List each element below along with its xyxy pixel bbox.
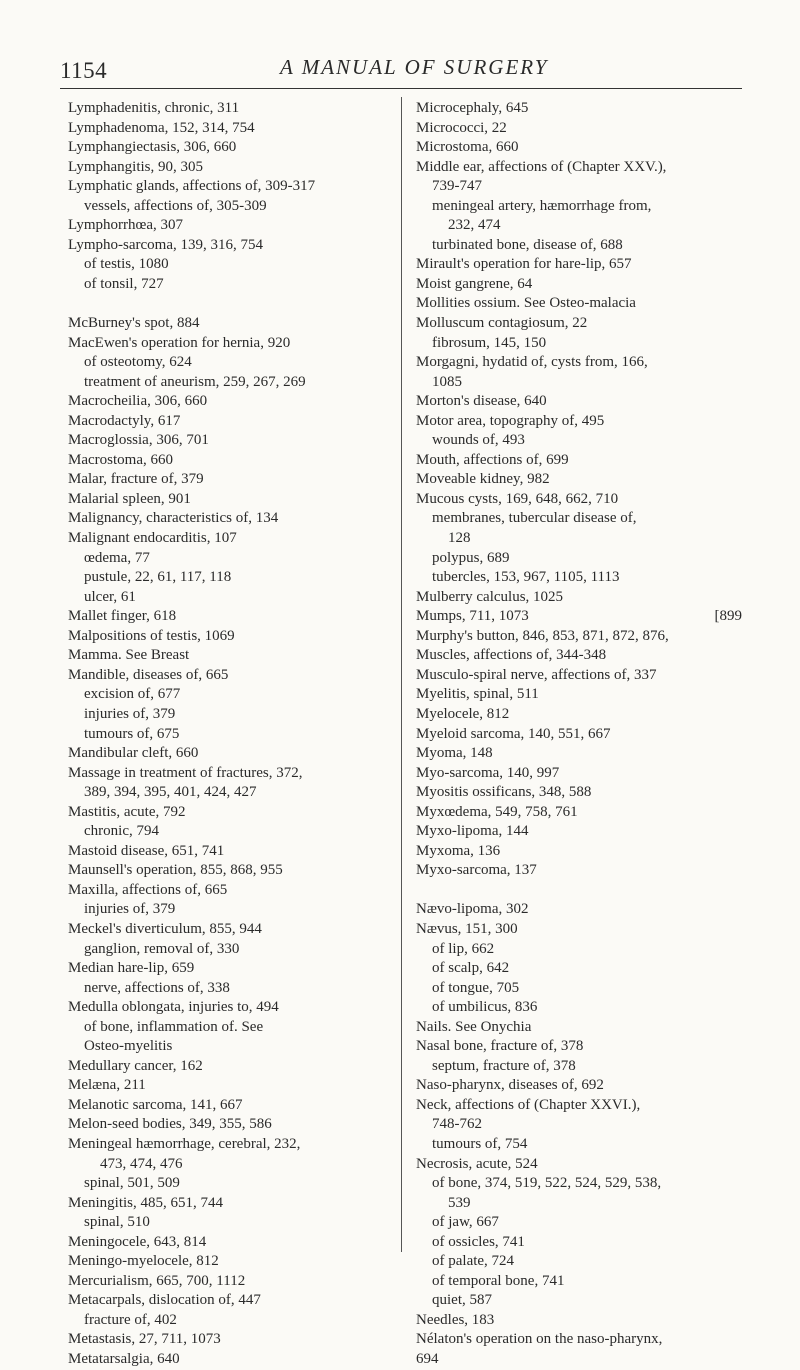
index-subentry: membranes, tubercular disease of, [432, 510, 637, 527]
index-entry: Macroglossia, 306, 701 [68, 432, 209, 449]
index-entry: Mamma. See Breast [68, 647, 190, 664]
index-entry-overflow: [899 [714, 608, 742, 625]
index-entry: Mallet finger, 618 [68, 608, 177, 625]
index-subentry: vessels, affections of, 305-309 [84, 197, 267, 214]
index-entry: Morgagni, hydatid of, cysts from, 166, [416, 354, 648, 371]
index-entry: Malar, fracture of, 379 [68, 471, 204, 488]
index-entry: Medulla oblongata, injuries to, 494 [68, 999, 279, 1016]
index-entry: Macrocheilia, 306, 660 [68, 393, 208, 410]
index-subentry: polypus, 689 [432, 549, 510, 566]
index-subentry: meningeal artery, hæmorrhage from, [432, 197, 652, 214]
index-entry: Myxo-sarcoma, 137 [416, 862, 537, 879]
index-entry: Myelocele, 812 [416, 705, 510, 722]
index-entry: Mumps, 711, 1073 [416, 608, 529, 625]
index-subentry: chronic, 794 [84, 823, 159, 840]
index-entry: Motor area, topography of, 495 [416, 412, 605, 429]
index-entry: Mandible, diseases of, 665 [68, 666, 229, 683]
index-subentry: of umbilicus, 836 [432, 999, 538, 1016]
index-subentry: œdema, 77 [84, 549, 150, 566]
index-subentry: of bone, inflammation of. See [84, 1018, 264, 1035]
index-entry: Mollities ossium. See Osteo-malacia [416, 295, 636, 312]
index-subentry: of tonsil, 727 [84, 275, 164, 292]
index-entry: Lymphadenoma, 152, 314, 754 [68, 119, 255, 136]
index-entry-continuation: Osteo-myelitis [84, 1038, 173, 1055]
index-subentry: of ossicles, 741 [432, 1233, 525, 1250]
index-entry-continuation: 128 [448, 530, 471, 547]
index-entry: Needles, 183 [416, 1311, 495, 1328]
index-subentry: of temporal bone, 741 [432, 1272, 565, 1289]
index-subentry: of bone, 374, 519, 522, 524, 529, 538, [432, 1175, 662, 1192]
index-entry-continuation: 1085 [432, 373, 462, 390]
index-entry: Mastitis, acute, 792 [68, 803, 186, 820]
index-entry: MacEwen's operation for hernia, 920 [68, 334, 291, 351]
index-subentry: of tongue, 705 [432, 979, 520, 996]
index-entry: Lympho-sarcoma, 139, 316, 754 [68, 236, 263, 253]
index-subentry: of testis, 1080 [84, 256, 169, 273]
index-entry: Lymphadenitis, chronic, 311 [68, 100, 240, 116]
index-subentry: pustule, 22, 61, 117, 118 [84, 569, 232, 586]
index-entry-continuation: 539 [448, 1194, 471, 1211]
index-entry: Melon-seed bodies, 349, 355, 586 [68, 1116, 272, 1133]
index-subentry: of palate, 724 [432, 1253, 515, 1270]
index-entry: Myxœdema, 549, 758, 761 [416, 803, 578, 820]
index-subentry: injuries of, 379 [84, 705, 176, 722]
index-entry: Myxoma, 136 [416, 842, 501, 859]
index-subentry: ulcer, 61 [84, 588, 136, 605]
index-entry: Mandibular cleft, 660 [68, 745, 199, 762]
page-number: 1154 [60, 58, 108, 83]
index-subentry: of jaw, 667 [432, 1214, 499, 1231]
index-entry: Middle ear, affections of (Chapter XXV.), [416, 158, 667, 175]
index-entry: Myo-sarcoma, 140, 997 [416, 764, 560, 781]
index-subentry: of scalp, 642 [432, 960, 510, 977]
index-entry: Mulberry calculus, 1025 [416, 588, 564, 605]
index-entry: Meningitis, 485, 651, 744 [68, 1194, 224, 1211]
index-column-left [68, 99, 390, 1370]
index-column-right [416, 99, 742, 1370]
index-subentry: wounds of, 493 [432, 432, 525, 449]
index-entry: Massage in treatment of fractures, 372, [68, 764, 303, 781]
index-subentry: injuries of, 379 [84, 901, 176, 918]
index-subentry: spinal, 510 [84, 1214, 150, 1231]
index-entry: Naso-pharynx, diseases of, 692 [416, 1077, 604, 1094]
index-entry: Nails. See Onychia [416, 1018, 532, 1035]
index-subentry: treatment of aneurism, 259, 267, 269 [84, 373, 306, 390]
index-entry: Malignant endocarditis, 107 [68, 530, 237, 547]
index-subentry: fibrosum, 145, 150 [432, 334, 547, 351]
index-entry: Mercurialism, 665, 700, 1112 [68, 1272, 246, 1289]
index-entry: Melanotic sarcoma, 141, 667 [68, 1096, 243, 1113]
index-entry: Melæna, 211 [68, 1077, 146, 1094]
index-entry: Lymphangitis, 90, 305 [68, 158, 203, 175]
index-subentry: turbinated bone, disease of, 688 [432, 236, 623, 253]
index-entry: Maunsell's operation, 855, 868, 955 [68, 862, 283, 879]
index-entry: Myxo-lipoma, 144 [416, 823, 529, 840]
index-entry: Micrococci, 22 [416, 119, 507, 136]
index-entry: Mastoid disease, 651, 741 [68, 842, 225, 859]
index-subentry: fracture of, 402 [84, 1311, 177, 1328]
index-subentry: of osteotomy, 624 [84, 354, 192, 371]
index-entry: Microstoma, 660 [416, 139, 519, 156]
index-subentry: tubercles, 153, 967, 1105, 1113 [432, 569, 620, 586]
index-subentry: quiet, 587 [432, 1292, 492, 1309]
index-entry-continuation: 389, 394, 395, 401, 424, 427 [84, 784, 257, 801]
index-entry: Lymphatic glands, affections of, 309-317 [68, 178, 316, 195]
index-entry: Median hare-lip, 659 [68, 960, 195, 977]
index-subentry: spinal, 501, 509 [84, 1175, 180, 1192]
index-entry: Malignancy, characteristics of, 134 [68, 510, 279, 527]
index-entry: Moveable kidney, 982 [416, 471, 550, 488]
index-subentry: excision of, 677 [84, 686, 181, 703]
index-entry: Morton's disease, 640 [416, 393, 547, 410]
index-entry: Maxilla, affections of, 665 [68, 881, 228, 898]
index-entry: Nævo-lipoma, 302 [416, 901, 529, 918]
index-subentry: of lip, 662 [432, 940, 495, 957]
index-entry: McBurney's spot, 884 [68, 315, 200, 332]
index-entry: Myeloid sarcoma, 140, 551, 667 [416, 725, 611, 742]
index-subentry: tumours of, 675 [84, 725, 180, 742]
index-entry: Nævus, 151, 300 [416, 920, 518, 937]
index-entry: Murphy's button, 846, 853, 871, 872, 876, [416, 627, 669, 644]
index-entry: Nélaton's operation on the naso-pharynx, [416, 1331, 663, 1348]
index-entry: Malarial spleen, 901 [68, 490, 191, 507]
index-subentry: septum, fracture of, 378 [432, 1057, 576, 1074]
index-entry-continuation: 232, 474 [448, 217, 501, 234]
index-entry: Metacarpals, dislocation of, 447 [68, 1292, 261, 1309]
index-entry: Muscles, affections of, 344-348 [416, 647, 607, 664]
index-entry: Medullary cancer, 162 [68, 1057, 203, 1074]
index-entry: Myositis ossificans, 348, 588 [416, 784, 592, 801]
index-entry: Microcephaly, 645 [416, 100, 529, 116]
index-entry: Metatarsalgia, 640 [68, 1351, 180, 1367]
index-entry: Necrosis, acute, 524 [416, 1155, 538, 1172]
index-entry-continuation: 694 [416, 1351, 439, 1367]
index-entry: Macrostoma, 660 [68, 451, 173, 468]
index-entry: Meningeal hæmorrhage, cerebral, 232, [68, 1135, 301, 1152]
index-entry: Mouth, affections of, 699 [416, 451, 569, 468]
index-entry: Lymphorrhœa, 307 [68, 217, 183, 234]
index-entry: Meningocele, 643, 814 [68, 1233, 207, 1250]
index-entry: Meckel's diverticulum, 855, 944 [68, 920, 262, 937]
index-subentry: nerve, affections of, 338 [84, 979, 230, 996]
index-subentry: tumours of, 754 [432, 1135, 528, 1152]
running-title: A MANUAL OF SURGERY [280, 55, 549, 79]
column-divider [401, 97, 402, 1252]
index-entry: Macrodactyly, 617 [68, 412, 181, 429]
index-entry: Nasal bone, fracture of, 378 [416, 1038, 584, 1055]
index-entry: Mucous cysts, 169, 648, 662, 710 [416, 490, 619, 507]
index-entry: Neck, affections of (Chapter XXVI.), [416, 1096, 641, 1113]
index-entry: Musculo-spiral nerve, affections of, 337 [416, 666, 657, 683]
index-entry: Metastasis, 27, 711, 1073 [68, 1331, 221, 1348]
index-entry: Malpositions of testis, 1069 [68, 627, 235, 644]
index-entry-continuation: 748-762 [432, 1116, 482, 1133]
page-header [60, 54, 742, 89]
index-entry: Moist gangrene, 64 [416, 275, 533, 292]
index-entry: Myoma, 148 [416, 745, 493, 762]
index-entry: Molluscum contagiosum, 22 [416, 315, 588, 332]
index-entry: Lymphangiectasis, 306, 660 [68, 139, 237, 156]
index-entry-row [416, 607, 742, 627]
index-entry: Mirault's operation for hare-lip, 657 [416, 256, 632, 273]
index-entry-continuation: 473, 474, 476 [100, 1155, 183, 1172]
index-entry: Meningo-myelocele, 812 [68, 1253, 219, 1270]
index-entry-continuation: 739-747 [432, 178, 482, 195]
index-subentry: ganglion, removal of, 330 [84, 940, 240, 957]
index-entry: Myelitis, spinal, 511 [416, 686, 539, 703]
